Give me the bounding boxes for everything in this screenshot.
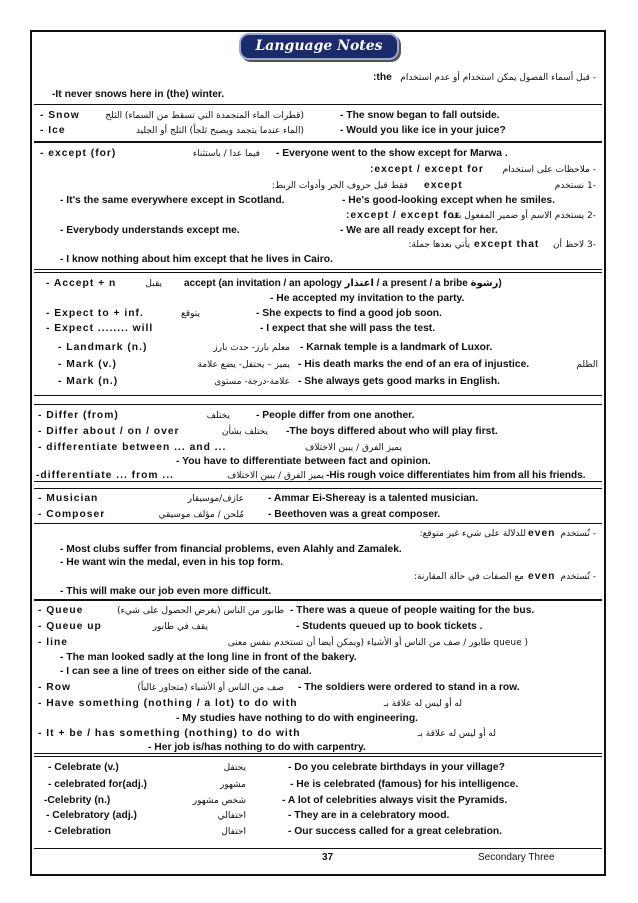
mark-v-ar2: الظلم [576,360,598,370]
footer-divider [34,848,602,849]
line-example-1: - The man looked sadly at the long line in front of the bakery. [60,652,357,663]
line-ar: ( queue طابور / صف من الناس أو الأشياء (ويمكن أيضا أن تستخدم بنفس معنى [227,638,528,648]
celebrity-term: -Celebrity (n.) [44,795,111,806]
even-rule1-en: even [528,528,556,539]
even-rule1-ex1: - Most clubs suffer from financial problems, even Alahly and Zamalek. [60,544,402,555]
celebration-term: - Celebration [48,826,111,837]
except-example: - Everyone went to the show except for Marwa . [276,148,508,159]
landmark-term: - Landmark (n.) [58,342,148,353]
title-wrap [0,33,638,60]
queue-ar: طابور من الناس (بغرض الحصول على شيء) [117,606,284,616]
expect-will-example: - I expect that she will pass the test. [260,323,436,334]
celebrate-ar: يحتفل [223,763,246,773]
celebratory-example: - They are in a celebratory mood. [288,810,450,821]
queue-up-ar: يقف في طابور [152,622,208,632]
differ-about-term: - Differ about / on / over [38,426,180,437]
differ-from-example: - People differ from one another. [256,410,415,421]
expect-ar: يتوقع [181,309,200,319]
celebratory-term: - Celebratory (adj.) [46,810,137,821]
intro-example: -It never snows here in (the) winter. [52,89,225,100]
landmark-example: - Karnak temple is a landmark of Luxor. [300,342,493,353]
it-be-example: - Her job is/has nothing to do with carpentry. [148,742,366,753]
snow-ar: (قطرات الماء المتجمدة التي تسقط من السماء) الثلج [105,111,304,121]
have-something-term: - Have something (nothing / a lot) to do with [38,698,298,709]
it-be-term: - It + be / has something (nothing) to do with [38,728,301,739]
except-ar: فيما عدا / باستثناء [192,149,260,159]
differ-about-example: -The boys differed about who will play first. [286,426,498,437]
mark-n-example: - She always gets good marks in English. [298,376,500,387]
row-ar: صف من الناس أو الأشياء (متجاور غالباً) [137,683,284,693]
celebratory-ar: احتفالي [217,811,246,821]
have-something-ar: له أو ليس له علاقة بـ [383,699,462,709]
except-rule1-en: except [424,180,463,191]
differ-about-ar: يختلف بشأن [221,427,268,437]
except-rule2-ex1: - Everybody understands except me. [60,225,240,236]
differentiate-between-term: - differentiate between ... and ... [38,442,227,453]
except-note-en: :except / except for [370,164,484,175]
except-term: - except (for) [40,148,117,159]
celebration-ar: احتفال [221,827,246,837]
musician-ar: عازف/موسيقار [187,494,244,504]
expect-will-term: - Expect ........ will [46,323,154,334]
page-title: Language Notes [239,33,398,60]
even-rule2-ar: - تُستخدم [560,572,596,582]
except-note-ar: - ملاحظات على استخدام [502,165,596,175]
snow-example: - The snow began to fall outside. [340,110,500,121]
celebrate-example: - Do you celebrate birthdays in your village? [288,762,505,773]
accept-term: - Accept + n [46,278,117,289]
composer-term: - Composer [38,509,106,520]
even-rule2-ar2: مع الصفات في حالة المقارنة: [414,572,524,582]
differentiate-from-example: -His rough voice differentiates him from all his friends. [326,470,586,481]
celebrity-ar: شخص مشهور [192,796,246,806]
even-rule1-ar2: للدلالة على شيء غير متوقع: [419,529,526,539]
accept-usage: accept (an invitation / an apology اعتذار / a present / a bribe رشوة) [184,278,502,289]
accept-example: - He accepted my invitation to the party. [270,293,465,304]
differentiate-from-ar: يميز الفرق / يبين الاختلاف [226,471,324,481]
mark-v-term: - Mark (v.) [58,359,117,370]
ice-ar: (الماء عندما يتجمد ويصبح ثلجاً) الثلج أو الجليد [135,126,304,136]
row-example: - The soldiers were ordered to stand in a row. [298,682,520,693]
except-rule2-en: :except / except for [346,210,460,221]
celebrated-example: - He is celebrated (famous) for his intelligence. [290,779,519,790]
musician-term: - Musician [38,493,99,504]
celebrated-ar: مشهور [220,780,246,790]
differentiate-from-term: -differentiate ... from ... [36,470,174,481]
except-rule2-ex2: - We are all ready except for her. [340,225,498,236]
intro-the: :the [373,72,392,83]
celebrated-term: - celebrated for(adj.) [48,779,147,790]
row-term: - Row [38,682,72,693]
even-rule1-ar: - تُستخدم [560,529,596,539]
even-rule1-ex2: - He want win the medal, even in his top form. [60,557,284,568]
composer-ar: مُلحن / مؤلف موسيقي [158,510,244,520]
expect-example: - She expects to find a good job soon. [256,308,442,319]
except-rule2-ar: -2 يستخدم الاسم أو ضمير المفعول بعد [449,211,596,221]
except-rule1-ar2: فقط قبل حروف الجر وأدوات الربط: [271,181,408,191]
queue-up-term: - Queue up [38,621,102,632]
celebrate-term: - Celebrate (v.) [48,762,119,773]
ice-term: - Ice [40,125,66,136]
page-number: 37 [322,852,334,863]
queue-example: - There was a queue of people waiting for the bus. [290,605,535,616]
line-example-2: - I can see a line of trees on either side of the canal. [60,666,312,677]
except-rule1-ar: -1 نستخدم [554,181,596,191]
even-rule2-en: even [528,571,556,582]
except-rule1-ex2: - He's good-looking except when he smiles. [342,195,556,206]
except-rule3-ar: -3 لاحظ أن [552,240,596,250]
queue-term: - Queue [38,605,84,616]
mark-n-ar: علامة-درجة- مستوى [214,377,290,387]
composer-example: - Beethoven was a great composer. [268,509,441,520]
have-something-example: - My studies have nothing to do with engineering. [176,713,418,724]
line-term: - line [38,637,69,648]
ice-example: - Would you like ice in your juice? [340,125,506,136]
landmark-ar: معلم بارز- حدث بارز [213,343,290,353]
expect-term: - Expect to + inf. [46,308,144,319]
musician-example: - Ammar Ei-Shereay is a talented musician. [268,493,479,504]
differentiate-between-example: - You have to differentiate between fact and opinion. [176,456,431,467]
mark-v-example: - His death marks the end of an era of injustice. [298,359,530,370]
mark-n-term: - Mark (n.) [58,376,119,387]
differ-from-term: - Differ (from) [38,410,119,421]
celebration-example: - Our success called for a great celebration. [288,826,503,837]
differentiate-between-ar: يميز الفرق / يبين الاختلاف [304,443,402,453]
mark-v-ar: يميز – يحتفل- يضع علامة [197,360,290,370]
differ-from-ar: يختلف [206,411,230,421]
except-rule3-en: except that [474,239,540,250]
accept-ar: يقبل [145,279,162,289]
it-be-ar: له أو ليس له علاقة بـ [417,729,496,739]
except-rule3-ar2: يأتي بعدها جملة: [408,240,470,250]
intro-ar: - قبل أسماء الفصول يمكن استخدام أو عدم استخدام [400,73,596,83]
snow-term: - Snow [40,110,80,121]
celebrity-example: - A lot of celebrities always visit the Pyramids. [282,795,508,806]
queue-up-example: - Students queued up to book tickets . [296,621,483,632]
even-rule2-ex: - This will make our job even more difficult. [60,586,272,597]
except-rule3-ex: - I know nothing about him except that he lives in Cairo. [60,254,333,265]
footer-label: Secondary Three [478,852,555,863]
except-rule1-ex1: - It's the same everywhere except in Scotland. [60,195,285,206]
